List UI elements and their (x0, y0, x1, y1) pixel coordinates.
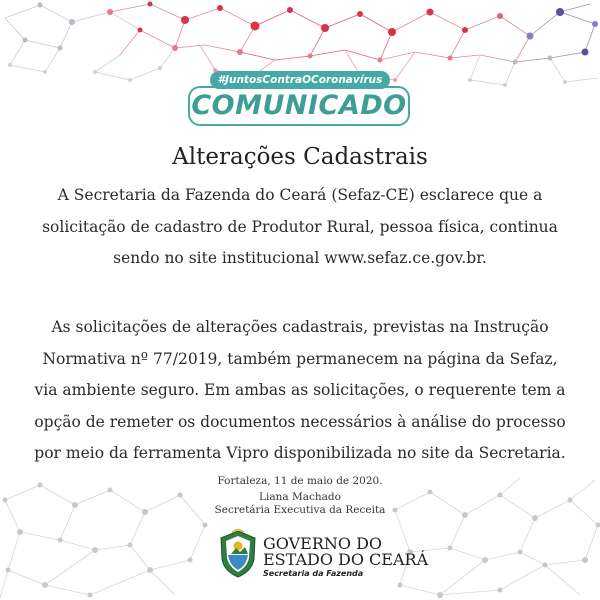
paragraph-line: sendo no site institucional www.sefaz.ce.gov.br. (113, 249, 487, 267)
banner-title: COMUNICADO (191, 90, 407, 121)
signatory-role: Secretária Executiva da Receita (214, 504, 386, 516)
paragraph-line: Normativa nº 77/2019, também permanecem na página da Sefaz, (42, 349, 558, 368)
paragraph-line: opção de remeter os documentos necessários à análise do processo (34, 412, 566, 431)
government-logo (218, 529, 429, 581)
logo-line-2: ESTADO DO CEARÁ (263, 550, 429, 569)
logo-line-1: GOVERNO DO (263, 534, 383, 553)
paragraph-line: por meio da ferramenta Vipro disponibilizada no site da Secretaria. (34, 444, 566, 462)
hashtag-pill: #JuntosContraOCoronavírus (210, 71, 390, 89)
paragraph-line: solicitação de cadastro de Produtor Rural, pessoa física, continua (42, 217, 558, 236)
paragraph-line: A Secretaria da Fazenda do Ceará (Sefaz-CE) esclarece que a (57, 186, 543, 204)
comunicado-banner (188, 86, 410, 126)
paragraph-2 (20, 312, 580, 470)
page-title: Alterações Cadastrais (172, 144, 428, 170)
logo-line-3: Secretaria da Fazenda (263, 569, 364, 578)
paragraph-1 (20, 180, 580, 275)
ceara-coat-of-arms-icon (218, 529, 258, 579)
footer-date: Fortaleza, 11 de maio de 2020. (217, 475, 383, 487)
paragraph-line: via ambiente seguro. Em ambas as solicitações, o requerente tem a (34, 381, 566, 399)
signatory-name: Liana Machado (259, 491, 341, 503)
paragraph-line: As solicitações de alterações cadastrais, previstas na Instrução (51, 318, 549, 336)
